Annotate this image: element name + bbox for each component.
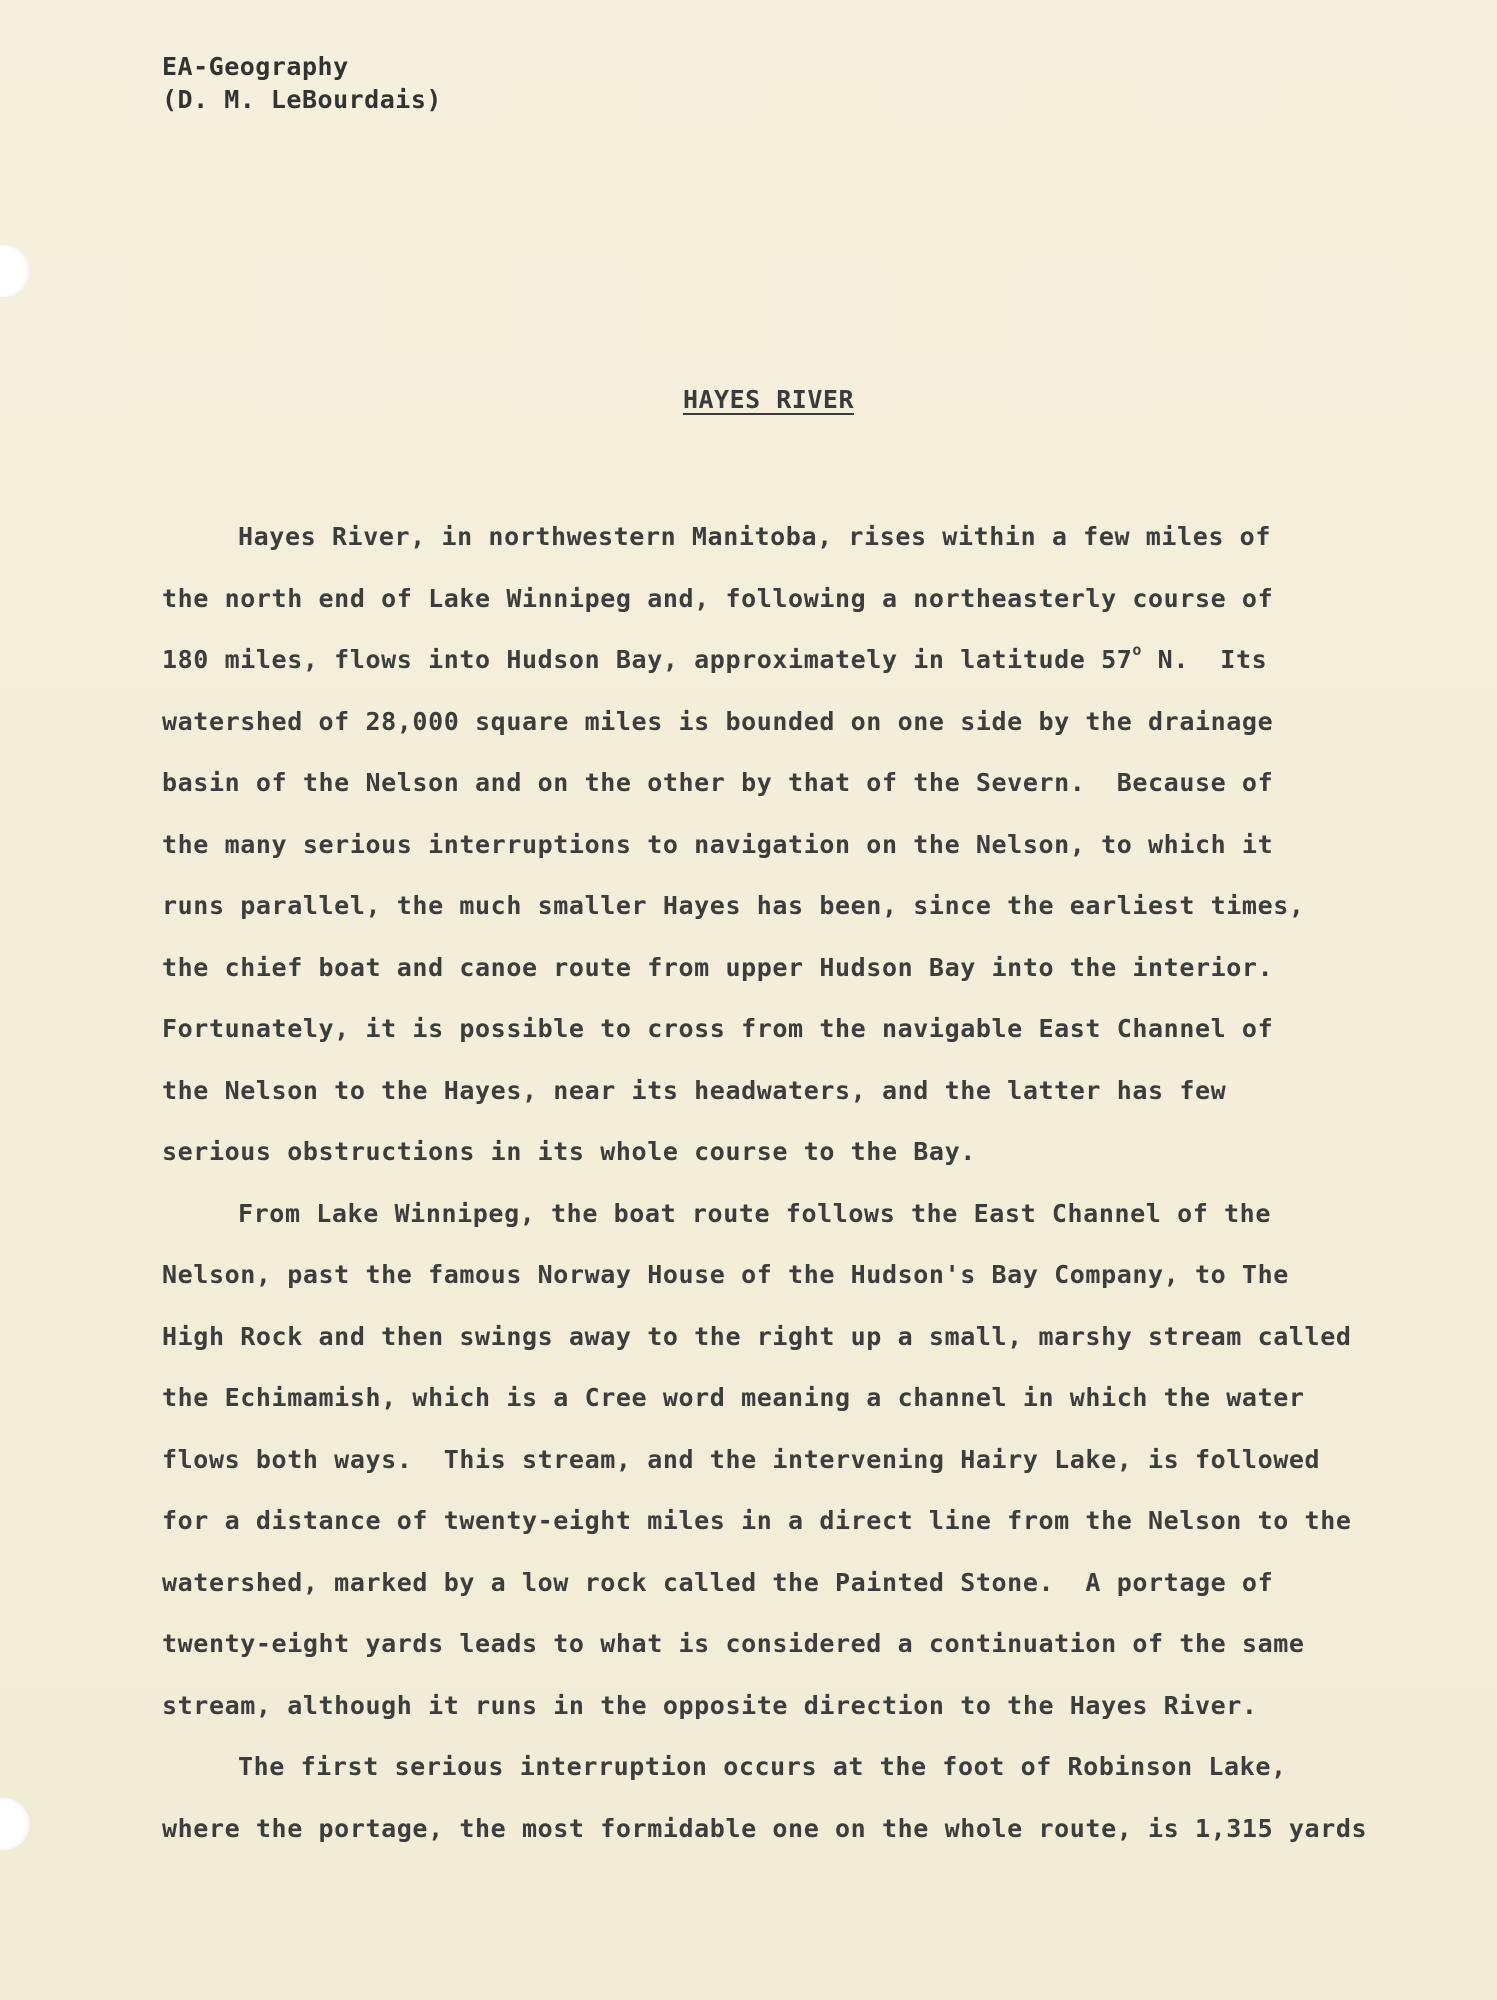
- paragraph-2-line: flows both ways. This stream, and the intervening Hairy Lake, is followed: [162, 1444, 1321, 1474]
- paragraph-2-line: From Lake Winnipeg, the boat route follows the East Channel of the: [238, 1198, 1271, 1228]
- paragraph-3-line: The first serious interruption occurs at the foot of Robinson Lake,: [238, 1752, 1287, 1781]
- paragraph-2-line: Nelson, past the famous Norway House of the Hudson's Bay Company, to The: [162, 1260, 1289, 1289]
- paragraph-3-line: where the portage, the most formidable one on the whole route, is 1,315 yards: [162, 1813, 1368, 1843]
- header-author: (D. M. LeBourdais): [162, 85, 442, 114]
- paragraph-1-line: basin of the Nelson and on the other by that of the Severn. Because of: [162, 768, 1274, 797]
- degree-mark: o: [1132, 641, 1143, 659]
- paragraph-2-line: High Rock and then swings away to the right up a small, marshy stream called: [162, 1321, 1352, 1351]
- punch-hole-top: [0, 245, 30, 297]
- paragraph-1-line-end: N. Its: [1142, 645, 1268, 674]
- paragraph-1-line: serious obstructions in its whole course to the Bay.: [162, 1137, 976, 1166]
- paragraph-2-line: for a distance of twenty-eight miles in a direct line from the Nelson to the: [162, 1506, 1352, 1535]
- paragraph-1-line: the north end of Lake Winnipeg and, following a northeasterly course of: [162, 583, 1274, 613]
- paragraph-1-line: the chief boat and canoe route from upper Hudson Bay into the interior.: [162, 952, 1274, 982]
- paragraph-1-line: runs parallel, the much smaller Hayes has been, since the earliest times,: [162, 891, 1305, 920]
- paragraph-1-line: Hayes River, in northwestern Manitoba, rises within a few miles of: [238, 522, 1271, 551]
- document-body: [162, 506, 1368, 1859]
- paragraph-2-line: stream, although it runs in the opposite direction to the Hayes River.: [162, 1690, 1258, 1720]
- document-header: [162, 50, 442, 116]
- paragraph-1-line: Fortunately, it is possible to cross from the navigable East Channel of: [162, 1014, 1274, 1043]
- page-title: HAYES RIVER: [682, 385, 855, 414]
- punch-hole-bottom: [0, 1798, 30, 1850]
- paragraph-1-line-text: 180 miles, flows into Hudson Bay, approximately in latitude 57: [162, 645, 1133, 674]
- paragraph-2-line: twenty-eight yards leads to what is considered a continuation of the same: [162, 1629, 1305, 1658]
- paragraph-1-line: watershed of 28,000 square miles is bounded on one side by the drainage: [162, 706, 1274, 736]
- paragraph-1-line: the Nelson to the Hayes, near its headwaters, and the latter has few: [162, 1075, 1227, 1105]
- paragraph-2-line: watershed, marked by a low rock called the Painted Stone. A portage of: [162, 1567, 1274, 1597]
- paragraph-2-line: the Echimamish, which is a Cree word meaning a channel in which the water: [162, 1383, 1305, 1412]
- header-category: EA-Geography: [162, 52, 349, 81]
- paragraph-1-line-with-latitude: [162, 629, 1362, 691]
- paragraph-1-line: the many serious interruptions to navigation on the Nelson, to which it: [162, 829, 1274, 859]
